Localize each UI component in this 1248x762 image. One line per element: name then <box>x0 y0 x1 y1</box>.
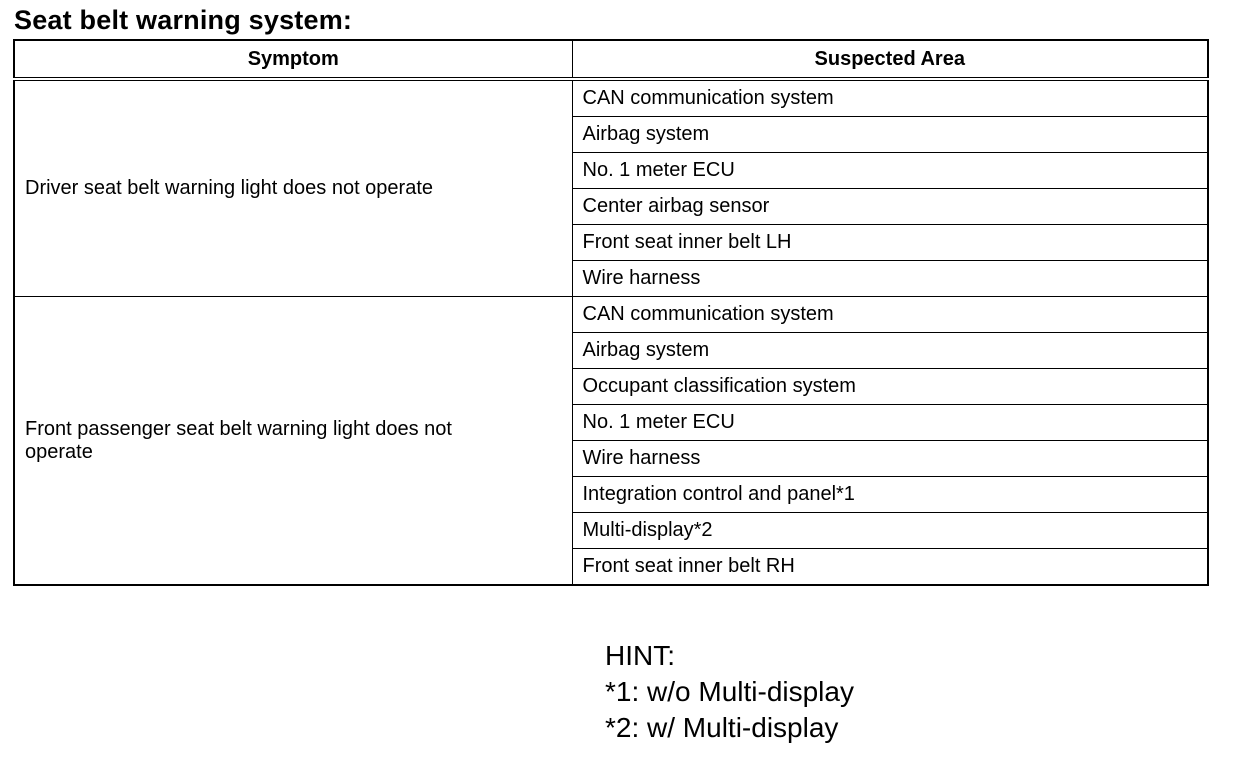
symptom-cell: Driver seat belt warning light does not operate <box>14 79 572 297</box>
page-title: Seat belt warning system: <box>14 5 353 35</box>
suspected-area-cell: Front seat inner belt LH <box>572 225 1208 261</box>
suspected-area-cell: Airbag system <box>572 117 1208 153</box>
suspected-area-cell: Wire harness <box>572 261 1208 297</box>
suspected-area-cell: Multi-display*2 <box>572 513 1208 549</box>
suspected-area-cell: Integration control and panel*1 <box>572 477 1208 513</box>
suspected-area-cell: Wire harness <box>572 441 1208 477</box>
hint-footnote: *2: w/ Multi-display <box>605 712 839 743</box>
table-header-row <box>14 40 1208 79</box>
hint-label: HINT: <box>605 640 675 671</box>
suspected-area-cell: Front seat inner belt RH <box>572 549 1208 586</box>
suspected-area-cell: No. 1 meter ECU <box>572 153 1208 189</box>
symptom-header: Symptom <box>14 40 572 79</box>
suspected-area-header: Suspected Area <box>572 40 1208 79</box>
suspected-area-cell: CAN communication system <box>572 79 1208 117</box>
table-row <box>14 297 1208 333</box>
table-row <box>14 79 1208 117</box>
suspected-area-cell: CAN communication system <box>572 297 1208 333</box>
suspected-area-cell: No. 1 meter ECU <box>572 405 1208 441</box>
symptom-cell: Front passenger seat belt warning light does not operate <box>14 297 572 586</box>
hint-footnote: *1: w/o Multi-display <box>605 676 854 707</box>
suspected-area-cell: Occupant classification system <box>572 369 1208 405</box>
suspected-area-cell: Center airbag sensor <box>572 189 1208 225</box>
problem-symptoms-table <box>13 39 1209 586</box>
hint-note <box>605 638 854 746</box>
suspected-area-cell: Airbag system <box>572 333 1208 369</box>
